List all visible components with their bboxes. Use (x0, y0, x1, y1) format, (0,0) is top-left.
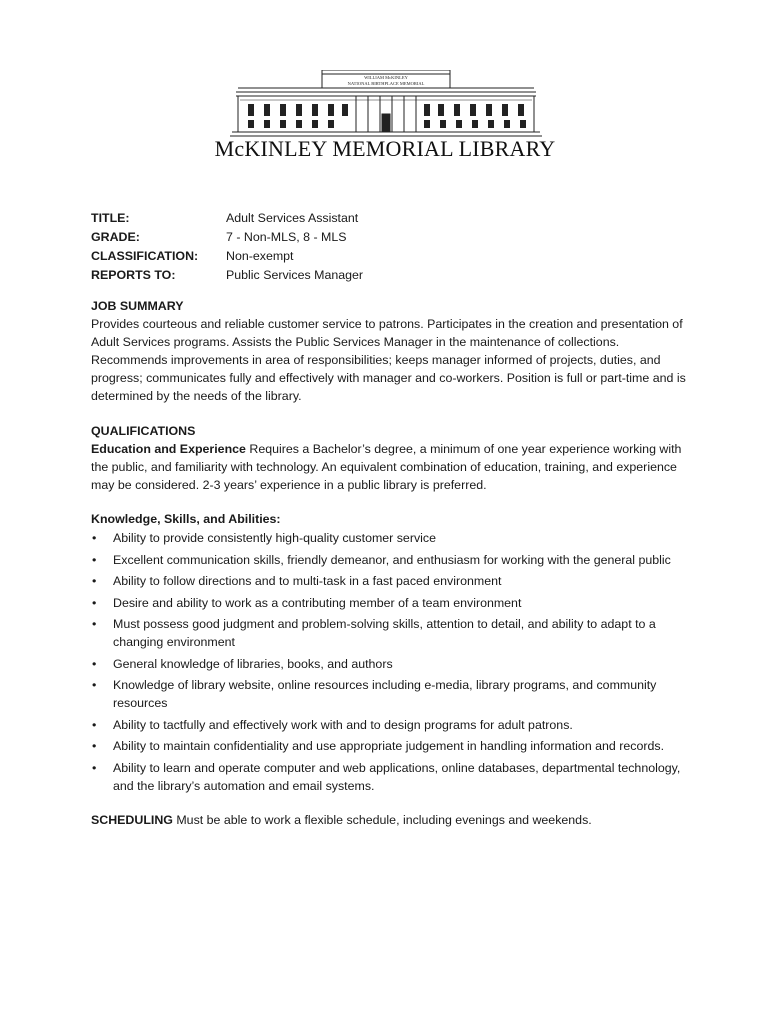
job-field-title (91, 209, 691, 228)
education-label: Education and Experience (91, 442, 246, 456)
field-value: Adult Services Assistant (226, 211, 359, 225)
field-label: REPORTS TO: (91, 268, 176, 282)
ksa-list (91, 529, 691, 795)
summary-heading: JOB SUMMARY (91, 299, 184, 313)
building-sign-line1: WILLIAM McKINLEY (364, 75, 408, 80)
list-item (91, 676, 691, 712)
list-item (91, 716, 691, 734)
field-value: Public Services Manager (226, 268, 364, 282)
scheduling-text: Must be able to work a flexible schedule, including evenings and weekends. (172, 812, 592, 827)
list-item-text: Desire and ability to work as a contributing member of a team environment (113, 595, 522, 610)
list-item (91, 529, 691, 547)
bullet-icon: • (92, 717, 97, 732)
field-label: GRADE: (91, 230, 140, 244)
list-item-text: General knowledge of libraries, books, and authors (113, 656, 393, 671)
bullet-icon: • (92, 739, 97, 753)
field-value: Non-exempt (226, 249, 294, 263)
job-field-grade (91, 228, 691, 247)
field-value: 7 - Non-MLS, 8 - MLS (226, 230, 347, 244)
field-label: CLASSIFICATION: (91, 249, 199, 263)
scheduling-paragraph (91, 811, 691, 829)
bullet-icon: • (92, 552, 97, 567)
list-item (91, 551, 691, 569)
list-item-text: Ability to learn and operate computer and web applications, online databases, departmental technology, and the library’s automation and email systems. (113, 760, 681, 793)
ksa-heading: Knowledge, Skills, and Abilities: (91, 512, 281, 526)
library-name: McKINLEY MEMORIAL LIBRARY (214, 136, 556, 161)
job-description (91, 209, 691, 829)
bullet-icon: • (92, 595, 97, 610)
list-item (91, 572, 691, 590)
list-item-text: Ability to maintain confidentiality and use appropriate judgement in handling information and records. (113, 739, 665, 753)
list-item-text: Excellent communication skills, friendly demeanor, and enthusiasm for working with the general public (113, 552, 671, 567)
list-item-text: Ability to follow directions and to multi-task in a fast paced environment (113, 574, 502, 588)
job-field-classification (91, 247, 691, 266)
bullet-icon: • (92, 760, 97, 775)
list-item-text: Ability to provide consistently high-quality customer service (113, 531, 436, 545)
job-field-reports-to (91, 266, 691, 285)
bullet-icon: • (92, 574, 97, 588)
bullet-icon: • (92, 617, 97, 631)
list-item (91, 655, 691, 673)
list-item-text: Must possess good judgment and problem-solving skills, attention to detail, and ability to adapt to a changing environment (113, 617, 656, 649)
education-paragraph (91, 440, 691, 494)
bullet-icon: • (92, 656, 97, 671)
job-fields (91, 209, 691, 285)
list-item (91, 615, 691, 651)
bullet-icon: • (92, 678, 97, 692)
qualifications-heading: QUALIFICATIONS (91, 424, 196, 438)
building-sign-line2: NATIONAL BIRTHPLACE MEMORIAL (347, 81, 425, 86)
summary-text: Provides courteous and reliable customer service to patrons. Participates in the creation and presentation of Adult Services programs. Assists the Public Services Manager in the maintenance of collections. Recommends improvements in area of responsibilities; keeps manager informed of projects, duties, and progress; communicates fully and effectively with manager and co-workers. Position is full or part-time and is determined by the needs of the library. (91, 317, 686, 403)
library-building-logo (230, 70, 542, 138)
bullet-icon: • (92, 531, 97, 545)
education-text: Requires a Bachelor’s degree, a minimum of one year experience working with the public, and familiarity with technology. An equivalent combination of education, training, and experience may be considered. 2-3 years’ experience in a public library is preferred. (91, 442, 682, 492)
list-item (91, 759, 691, 795)
scheduling-label: SCHEDULING (91, 812, 173, 827)
list-item-text: Ability to tactfully and effectively work with and to design programs for adult patrons. (113, 717, 573, 732)
field-label: TITLE: (91, 211, 130, 225)
list-item (91, 594, 691, 612)
list-item-text: Knowledge of library website, online resources including e-media, library programs, and community resources (113, 678, 657, 710)
list-item (91, 737, 691, 755)
